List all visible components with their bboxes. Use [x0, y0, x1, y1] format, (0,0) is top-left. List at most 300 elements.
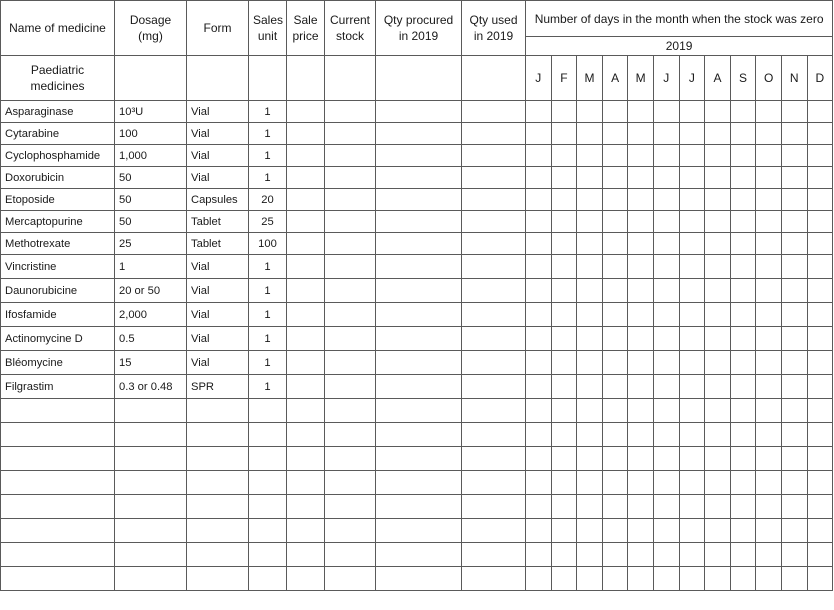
- empty-cell: [679, 447, 705, 471]
- empty-cell: [781, 303, 807, 327]
- empty-cell: [705, 399, 731, 423]
- empty-cell: [325, 167, 376, 189]
- empty-cell: [679, 211, 705, 233]
- empty-cell: [730, 423, 756, 447]
- empty-cell: [462, 519, 526, 543]
- empty-cell: [730, 303, 756, 327]
- empty-cell: [1, 543, 115, 567]
- empty-cell: [705, 189, 731, 211]
- col-header-sales-unit: Sales unit: [249, 1, 287, 56]
- medicine-form: Vial: [187, 327, 249, 351]
- empty-cell: [705, 495, 731, 519]
- empty-cell: [807, 519, 833, 543]
- empty-cell: [756, 423, 782, 447]
- empty-cell: [462, 471, 526, 495]
- empty-cell: [376, 567, 462, 591]
- medicine-form: Vial: [187, 145, 249, 167]
- empty-cell: [1, 447, 115, 471]
- empty-cell: [187, 519, 249, 543]
- empty-cell: [781, 471, 807, 495]
- month-label: A: [602, 56, 628, 101]
- empty-cell: [526, 327, 552, 351]
- empty-cell: [705, 303, 731, 327]
- empty-cell: [577, 145, 603, 167]
- empty-cell: [115, 567, 187, 591]
- empty-cell: [807, 233, 833, 255]
- empty-cell: [653, 423, 679, 447]
- empty-cell: [756, 255, 782, 279]
- empty-cell: [602, 255, 628, 279]
- medicine-name: Etoposide: [1, 189, 115, 211]
- empty-cell: [653, 255, 679, 279]
- month-label: F: [551, 56, 577, 101]
- blank-row: [1, 567, 833, 591]
- medicine-dosage: 100: [115, 123, 187, 145]
- empty-cell: [730, 167, 756, 189]
- empty-cell: [376, 123, 462, 145]
- empty-cell: [628, 167, 654, 189]
- empty-cell: [730, 255, 756, 279]
- empty-cell: [653, 399, 679, 423]
- empty-cell: [376, 375, 462, 399]
- empty-cell: [577, 327, 603, 351]
- empty-cell: [679, 123, 705, 145]
- empty-cell: [679, 101, 705, 123]
- empty-cell: [781, 189, 807, 211]
- empty-cell: [376, 519, 462, 543]
- empty-cell: [705, 327, 731, 351]
- empty-cell: [602, 279, 628, 303]
- empty-cell: [462, 423, 526, 447]
- empty-cell: [602, 447, 628, 471]
- empty-cell: [602, 351, 628, 375]
- empty-cell: [628, 543, 654, 567]
- empty-cell: [287, 145, 325, 167]
- empty-cell: [551, 447, 577, 471]
- empty-cell: [287, 233, 325, 255]
- empty-cell: [249, 423, 287, 447]
- empty-cell: [526, 399, 552, 423]
- empty-cell: [526, 145, 552, 167]
- medicine-dosage: 1,000: [115, 145, 187, 167]
- empty-cell: [287, 56, 325, 101]
- empty-cell: [730, 375, 756, 399]
- empty-cell: [781, 211, 807, 233]
- empty-cell: [653, 447, 679, 471]
- empty-cell: [730, 519, 756, 543]
- empty-cell: [551, 123, 577, 145]
- empty-cell: [526, 495, 552, 519]
- empty-cell: [526, 211, 552, 233]
- empty-cell: [679, 303, 705, 327]
- empty-cell: [551, 233, 577, 255]
- empty-cell: [781, 351, 807, 375]
- empty-cell: [628, 351, 654, 375]
- empty-cell: [551, 189, 577, 211]
- empty-cell: [602, 519, 628, 543]
- empty-cell: [628, 495, 654, 519]
- empty-cell: [462, 327, 526, 351]
- empty-cell: [602, 399, 628, 423]
- empty-cell: [602, 303, 628, 327]
- medicine-name: Methotrexate: [1, 233, 115, 255]
- medicine-sales-unit: 100: [249, 233, 287, 255]
- empty-cell: [287, 189, 325, 211]
- empty-cell: [679, 327, 705, 351]
- empty-cell: [602, 101, 628, 123]
- table-row: [1, 101, 833, 123]
- col-header-name: Name of medicine: [1, 1, 115, 56]
- empty-cell: [730, 495, 756, 519]
- empty-cell: [756, 543, 782, 567]
- empty-cell: [325, 351, 376, 375]
- empty-cell: [1, 519, 115, 543]
- empty-cell: [628, 123, 654, 145]
- empty-cell: [577, 101, 603, 123]
- empty-cell: [781, 399, 807, 423]
- empty-cell: [730, 123, 756, 145]
- empty-cell: [287, 447, 325, 471]
- medicine-dosage: 15: [115, 351, 187, 375]
- empty-cell: [287, 375, 325, 399]
- empty-cell: [679, 167, 705, 189]
- category-row: [1, 56, 833, 101]
- empty-cell: [526, 303, 552, 327]
- medicine-sales-unit: 1: [249, 303, 287, 327]
- medicine-dosage: 0.3 or 0.48: [115, 375, 187, 399]
- empty-cell: [730, 101, 756, 123]
- empty-cell: [705, 375, 731, 399]
- empty-cell: [551, 303, 577, 327]
- empty-cell: [577, 123, 603, 145]
- medicine-form: Capsules: [187, 189, 249, 211]
- empty-cell: [807, 327, 833, 351]
- empty-cell: [602, 211, 628, 233]
- empty-cell: [807, 101, 833, 123]
- medicine-dosage: 0.5: [115, 327, 187, 351]
- empty-cell: [628, 279, 654, 303]
- blank-row: [1, 447, 833, 471]
- empty-cell: [551, 519, 577, 543]
- year-label: 2019: [526, 37, 833, 56]
- empty-cell: [756, 123, 782, 145]
- empty-cell: [653, 145, 679, 167]
- empty-cell: [756, 447, 782, 471]
- empty-cell: [577, 495, 603, 519]
- medicine-sales-unit: 1: [249, 279, 287, 303]
- medicine-dosage: 10³U: [115, 101, 187, 123]
- empty-cell: [376, 167, 462, 189]
- medicine-form: Vial: [187, 167, 249, 189]
- empty-cell: [807, 375, 833, 399]
- col-header-stockout-days: Number of days in the month when the stock was zero: [526, 1, 833, 37]
- empty-cell: [376, 447, 462, 471]
- empty-cell: [807, 399, 833, 423]
- empty-cell: [705, 423, 731, 447]
- empty-cell: [325, 101, 376, 123]
- empty-cell: [602, 543, 628, 567]
- empty-cell: [602, 327, 628, 351]
- empty-cell: [526, 543, 552, 567]
- empty-cell: [653, 567, 679, 591]
- empty-cell: [325, 211, 376, 233]
- empty-cell: [653, 375, 679, 399]
- month-label: O: [756, 56, 782, 101]
- empty-cell: [577, 375, 603, 399]
- empty-cell: [781, 101, 807, 123]
- empty-cell: [462, 255, 526, 279]
- empty-cell: [187, 471, 249, 495]
- empty-cell: [526, 423, 552, 447]
- empty-cell: [462, 543, 526, 567]
- empty-cell: [325, 543, 376, 567]
- empty-cell: [653, 543, 679, 567]
- empty-cell: [679, 567, 705, 591]
- empty-cell: [653, 189, 679, 211]
- empty-cell: [115, 399, 187, 423]
- medicine-name: Mercaptopurine: [1, 211, 115, 233]
- empty-cell: [526, 233, 552, 255]
- empty-cell: [577, 543, 603, 567]
- empty-cell: [653, 123, 679, 145]
- empty-cell: [376, 471, 462, 495]
- empty-cell: [628, 211, 654, 233]
- empty-cell: [115, 543, 187, 567]
- empty-cell: [325, 447, 376, 471]
- empty-cell: [526, 519, 552, 543]
- empty-cell: [756, 279, 782, 303]
- empty-cell: [551, 471, 577, 495]
- month-label: J: [653, 56, 679, 101]
- empty-cell: [577, 447, 603, 471]
- col-header-qty-procured: Qty procured in 2019: [376, 1, 462, 56]
- empty-cell: [705, 211, 731, 233]
- empty-cell: [115, 447, 187, 471]
- medicine-form: Vial: [187, 123, 249, 145]
- medicine-name: Cyclophosphamide: [1, 145, 115, 167]
- medicine-sales-unit: 20: [249, 189, 287, 211]
- empty-cell: [602, 145, 628, 167]
- empty-cell: [551, 495, 577, 519]
- empty-cell: [325, 145, 376, 167]
- blank-row: [1, 423, 833, 447]
- empty-cell: [462, 279, 526, 303]
- medicine-name: Asparaginase: [1, 101, 115, 123]
- empty-cell: [376, 189, 462, 211]
- empty-cell: [325, 519, 376, 543]
- empty-cell: [807, 167, 833, 189]
- empty-cell: [679, 543, 705, 567]
- medicine-name: Ifosfamide: [1, 303, 115, 327]
- empty-cell: [551, 351, 577, 375]
- empty-cell: [628, 233, 654, 255]
- empty-cell: [187, 495, 249, 519]
- empty-cell: [807, 189, 833, 211]
- empty-cell: [756, 233, 782, 255]
- medicine-form: Vial: [187, 279, 249, 303]
- empty-cell: [602, 375, 628, 399]
- empty-cell: [756, 303, 782, 327]
- empty-cell: [628, 145, 654, 167]
- empty-cell: [187, 423, 249, 447]
- empty-cell: [705, 101, 731, 123]
- empty-cell: [526, 123, 552, 145]
- empty-cell: [376, 101, 462, 123]
- empty-cell: [287, 423, 325, 447]
- empty-cell: [551, 327, 577, 351]
- empty-cell: [781, 233, 807, 255]
- empty-cell: [462, 145, 526, 167]
- empty-cell: [705, 471, 731, 495]
- table-row: [1, 351, 833, 375]
- empty-cell: [807, 447, 833, 471]
- empty-cell: [249, 495, 287, 519]
- col-header-form: Form: [187, 1, 249, 56]
- medicine-name: Bléomycine: [1, 351, 115, 375]
- empty-cell: [628, 101, 654, 123]
- empty-cell: [705, 167, 731, 189]
- table-row: [1, 189, 833, 211]
- empty-cell: [526, 447, 552, 471]
- empty-cell: [551, 399, 577, 423]
- empty-cell: [287, 101, 325, 123]
- empty-cell: [577, 255, 603, 279]
- empty-cell: [462, 123, 526, 145]
- empty-cell: [628, 567, 654, 591]
- empty-cell: [705, 351, 731, 375]
- empty-cell: [756, 101, 782, 123]
- empty-cell: [462, 495, 526, 519]
- empty-cell: [287, 255, 325, 279]
- empty-cell: [628, 327, 654, 351]
- empty-cell: [705, 279, 731, 303]
- empty-cell: [249, 399, 287, 423]
- empty-cell: [807, 471, 833, 495]
- empty-cell: [730, 447, 756, 471]
- empty-cell: [577, 423, 603, 447]
- empty-cell: [551, 423, 577, 447]
- empty-cell: [325, 123, 376, 145]
- empty-cell: [325, 56, 376, 101]
- empty-cell: [376, 351, 462, 375]
- empty-cell: [462, 447, 526, 471]
- empty-cell: [287, 519, 325, 543]
- empty-cell: [287, 211, 325, 233]
- empty-cell: [756, 495, 782, 519]
- medicine-dosage: 25: [115, 233, 187, 255]
- empty-cell: [577, 567, 603, 591]
- empty-cell: [679, 145, 705, 167]
- header-row: [1, 1, 833, 37]
- empty-cell: [653, 211, 679, 233]
- empty-cell: [526, 255, 552, 279]
- category-label: Paediatric medicines: [1, 56, 115, 101]
- empty-cell: [807, 123, 833, 145]
- empty-cell: [781, 495, 807, 519]
- empty-cell: [249, 567, 287, 591]
- blank-row: [1, 543, 833, 567]
- empty-cell: [115, 56, 187, 101]
- empty-cell: [325, 327, 376, 351]
- empty-cell: [551, 279, 577, 303]
- empty-cell: [679, 399, 705, 423]
- medicine-form: Tablet: [187, 233, 249, 255]
- blank-row: [1, 471, 833, 495]
- empty-cell: [187, 447, 249, 471]
- empty-cell: [705, 567, 731, 591]
- empty-cell: [551, 567, 577, 591]
- empty-cell: [756, 167, 782, 189]
- empty-cell: [653, 495, 679, 519]
- empty-cell: [325, 423, 376, 447]
- empty-cell: [679, 423, 705, 447]
- month-label: M: [628, 56, 654, 101]
- empty-cell: [249, 519, 287, 543]
- empty-cell: [325, 471, 376, 495]
- medicine-name: Daunorubicine: [1, 279, 115, 303]
- month-label: S: [730, 56, 756, 101]
- medicine-sales-unit: 1: [249, 255, 287, 279]
- empty-cell: [628, 303, 654, 327]
- empty-cell: [577, 303, 603, 327]
- medicine-form: Vial: [187, 303, 249, 327]
- col-header-qty-used: Qty used in 2019: [462, 1, 526, 56]
- empty-cell: [756, 471, 782, 495]
- empty-cell: [628, 519, 654, 543]
- empty-cell: [602, 423, 628, 447]
- empty-cell: [730, 543, 756, 567]
- empty-cell: [526, 189, 552, 211]
- empty-cell: [705, 233, 731, 255]
- empty-cell: [287, 471, 325, 495]
- empty-cell: [807, 279, 833, 303]
- empty-cell: [325, 303, 376, 327]
- empty-cell: [376, 399, 462, 423]
- empty-cell: [376, 211, 462, 233]
- empty-cell: [781, 279, 807, 303]
- medicine-name: Vincristine: [1, 255, 115, 279]
- medicine-sales-unit: 1: [249, 123, 287, 145]
- empty-cell: [781, 375, 807, 399]
- empty-cell: [462, 101, 526, 123]
- medicine-sales-unit: 1: [249, 327, 287, 351]
- empty-cell: [807, 211, 833, 233]
- empty-cell: [577, 519, 603, 543]
- empty-cell: [462, 351, 526, 375]
- empty-cell: [781, 567, 807, 591]
- empty-cell: [287, 279, 325, 303]
- empty-cell: [756, 145, 782, 167]
- empty-cell: [249, 543, 287, 567]
- empty-cell: [376, 303, 462, 327]
- medicine-name: Actinomycine D: [1, 327, 115, 351]
- empty-cell: [679, 519, 705, 543]
- empty-cell: [526, 167, 552, 189]
- empty-cell: [679, 233, 705, 255]
- empty-cell: [756, 211, 782, 233]
- empty-cell: [730, 189, 756, 211]
- medicine-name: Cytarabine: [1, 123, 115, 145]
- empty-cell: [325, 255, 376, 279]
- empty-cell: [376, 279, 462, 303]
- empty-cell: [287, 303, 325, 327]
- month-label: A: [705, 56, 731, 101]
- empty-cell: [249, 471, 287, 495]
- medicine-sales-unit: 1: [249, 351, 287, 375]
- blank-row: [1, 519, 833, 543]
- empty-cell: [653, 167, 679, 189]
- empty-cell: [462, 233, 526, 255]
